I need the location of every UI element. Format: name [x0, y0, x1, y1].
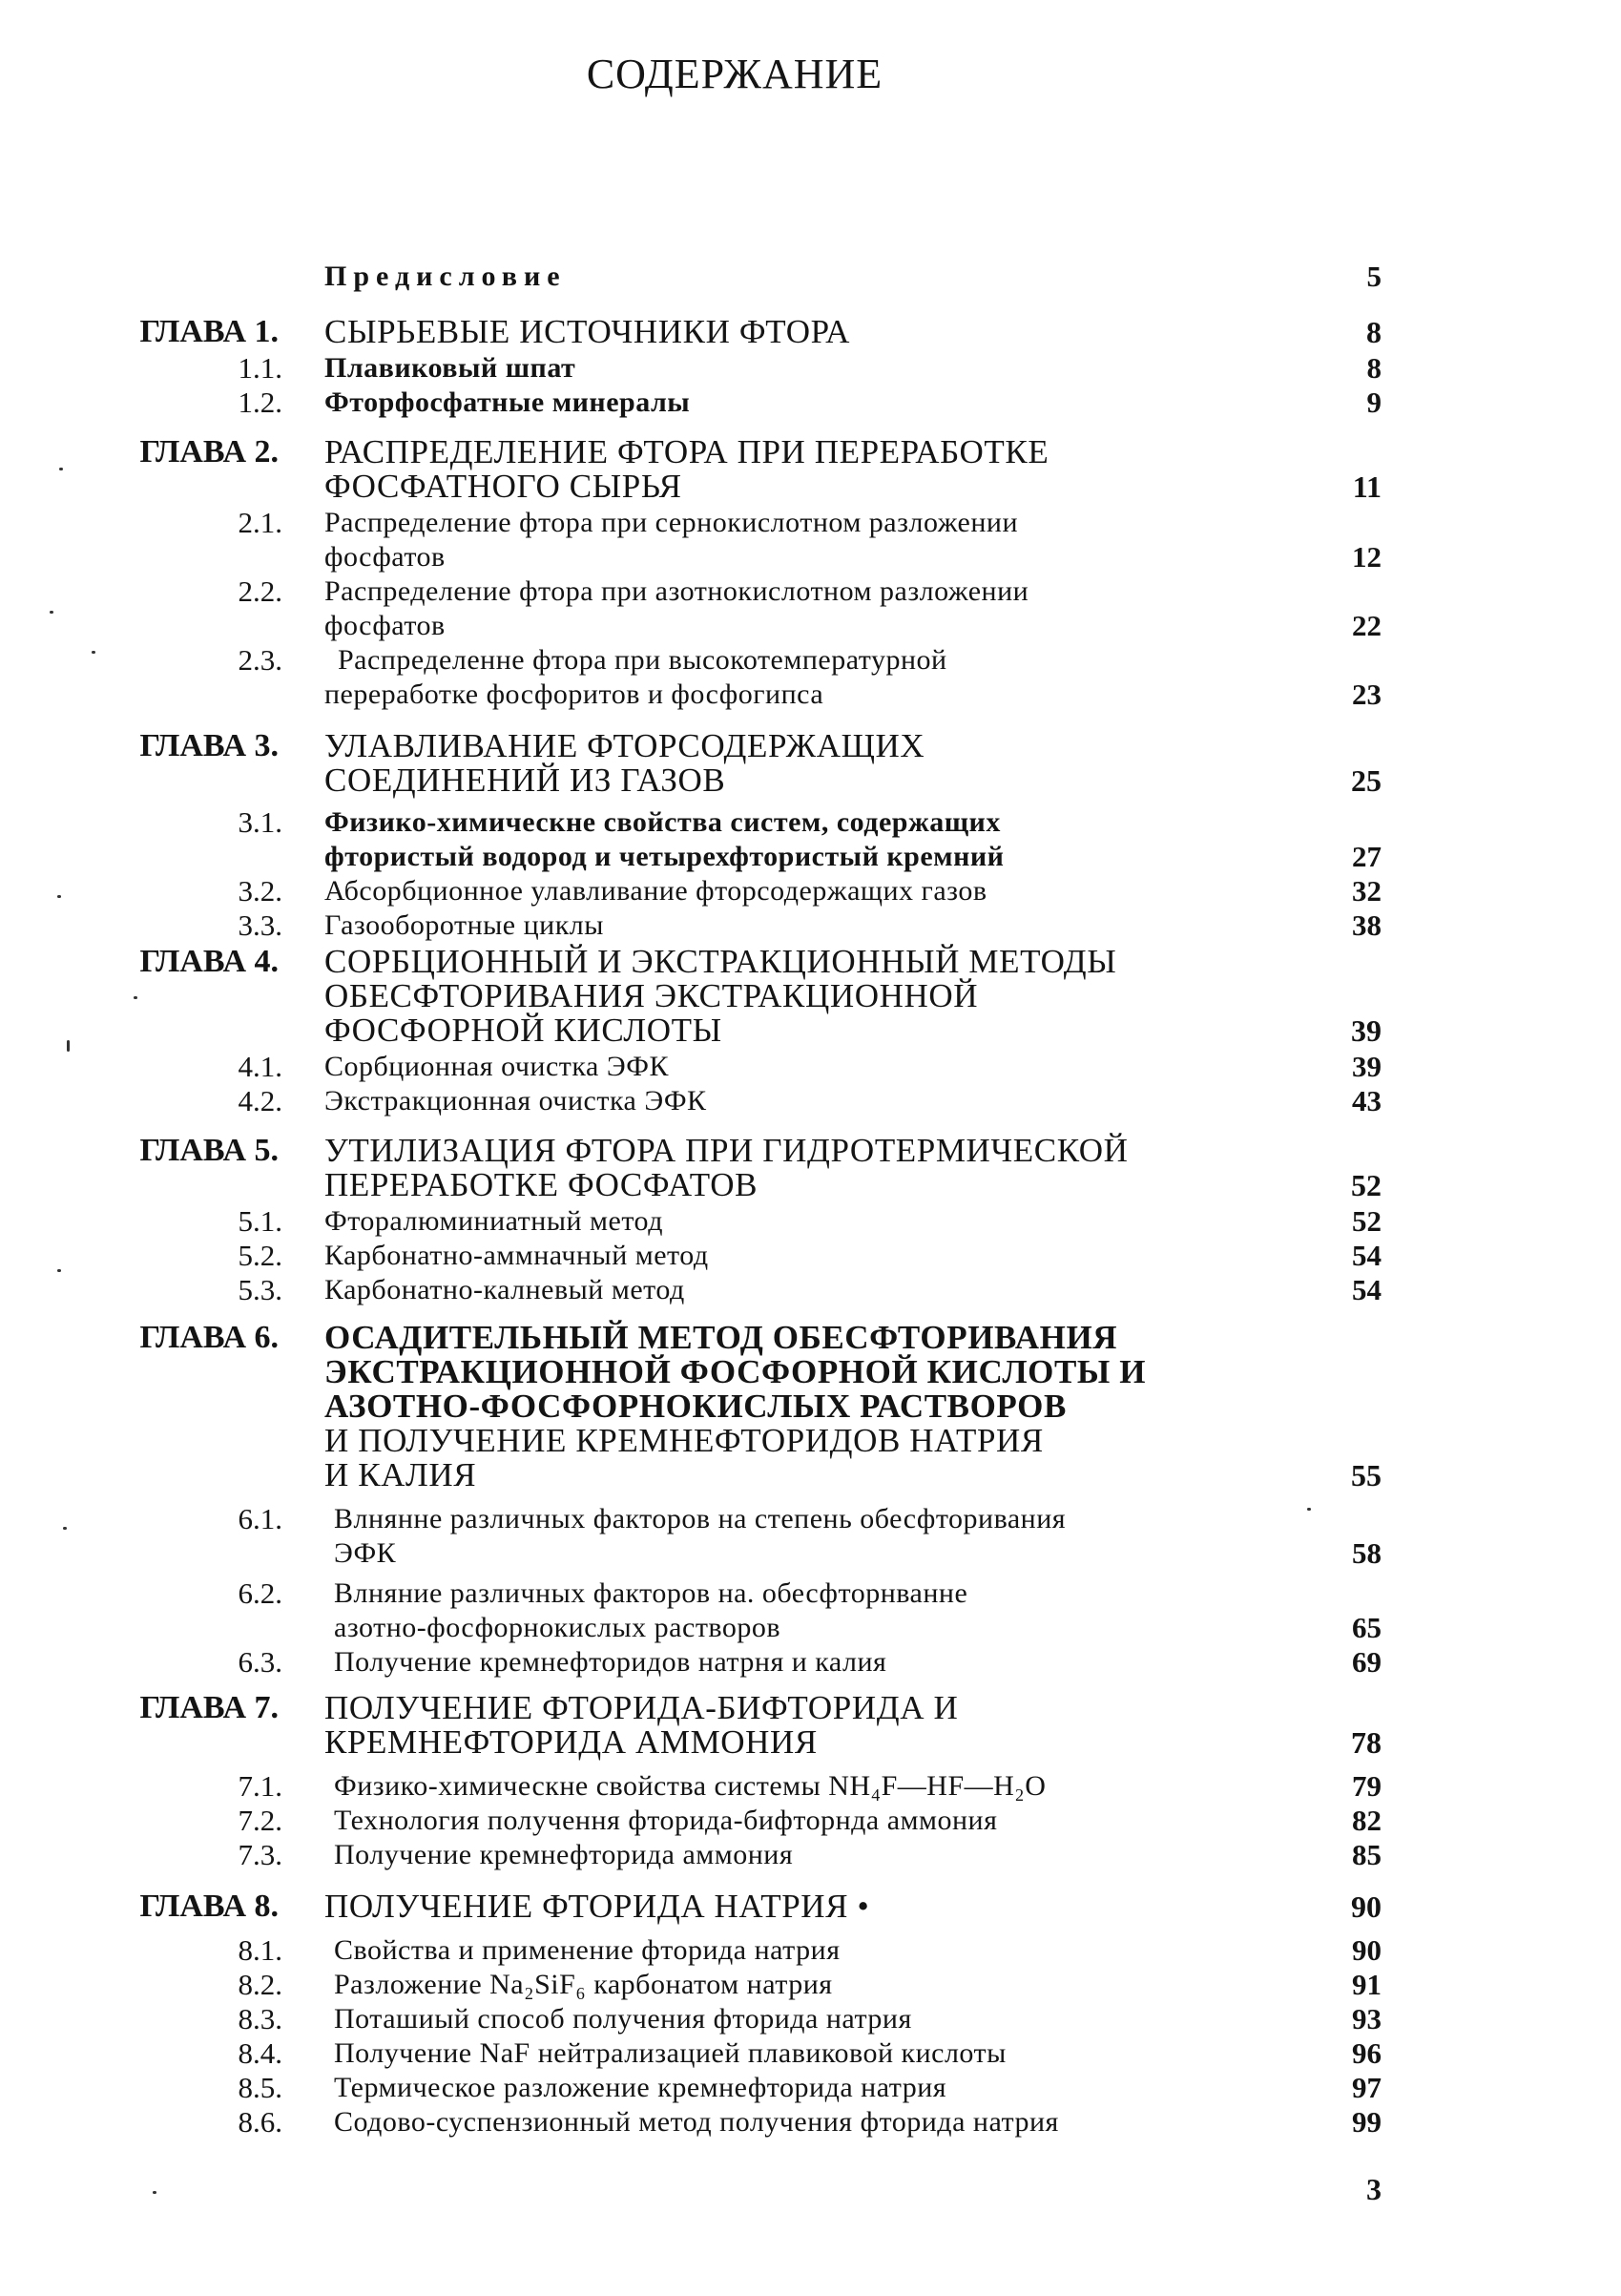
entry-page: 43 [1352, 1084, 1382, 1117]
toc-section-8-6 [0, 2103, 1621, 2141]
toc-section-1-2 [0, 384, 1621, 422]
entry-page: 90 [1351, 1889, 1382, 1924]
toc-section-1-1 [0, 349, 1621, 387]
entry-page: 11 [1352, 470, 1382, 504]
toc-section-8-4 [0, 2035, 1621, 2073]
toc-section-2-3 [0, 641, 1621, 679]
scan-speck [57, 1269, 61, 1272]
chapter-title: СОРБЦИОННЫЙ И ЭКСТРАКЦИОННЫЙ МЕТОДЫ [324, 943, 1117, 980]
section-number: 3.2. [238, 874, 282, 908]
chapter-title: ПОЛУЧЕНИЕ ФТОРИДА-БИФТОРИДА И [324, 1689, 959, 1726]
chapter-label: ГЛАВА 1. [139, 314, 279, 349]
section-title: Физико-химическне свойства систем, содержащих [324, 806, 1001, 838]
toc-section-8-3 [0, 2000, 1621, 2038]
section-number: 3.3. [238, 908, 282, 942]
entry-page: 82 [1352, 1804, 1382, 1837]
toc-chapter-2 [0, 433, 1621, 471]
chapter-title-cont: И КАЛИЯ [324, 1456, 477, 1493]
section-title-cont: фтористый водород и четырехфтористый кремний [324, 841, 1005, 872]
toc-chapter-4 [0, 943, 1621, 981]
section-number: 6.2. [238, 1576, 282, 1610]
entry-page: 52 [1351, 1168, 1382, 1202]
page-number: 3 [1366, 2172, 1382, 2206]
entry-page: 52 [1352, 1204, 1382, 1238]
toc-chapter-3-cont [0, 762, 1621, 800]
section-number: 8.2. [238, 1968, 282, 2001]
section-number: 5.1. [238, 1204, 282, 1238]
entry-page: 22 [1352, 609, 1382, 642]
section-number: 6.3. [238, 1645, 282, 1679]
toc-section-3-2 [0, 872, 1621, 910]
toc-section-7-2 [0, 1802, 1621, 1840]
scan-speck [92, 651, 95, 654]
chapter-title-cont: ФОСФОРНОЙ КИСЛОТЫ [324, 1012, 722, 1049]
section-title: Фторфосфатные минералы [324, 386, 691, 418]
section-title: Распределение фтора при азотнокислотном разложении [324, 575, 1029, 607]
toc-section-2-2-cont [0, 607, 1621, 645]
toc-chapter-6-cont [0, 1353, 1621, 1391]
toc-section-8-2 [0, 1966, 1621, 2004]
toc-section-2-1-cont [0, 538, 1621, 576]
section-title-cont: азотно-фосфорнокислых растворов [334, 1612, 781, 1643]
chapter-title-cont: ЭКСТРАКЦИОННОЙ ФОСФОРНОЙ КИСЛОТЫ И [324, 1353, 1147, 1390]
entry-page: 99 [1352, 2105, 1382, 2139]
section-number: 3.1. [238, 805, 282, 839]
section-title: Газооборотные циклы [324, 909, 604, 941]
entry-page: 32 [1352, 874, 1382, 908]
toc-section-2-2 [0, 573, 1621, 611]
toc-section-5-1 [0, 1202, 1621, 1241]
entry-page: 85 [1352, 1838, 1382, 1871]
toc-section-3-3 [0, 907, 1621, 945]
entry-page: 27 [1352, 840, 1382, 873]
toc-chapter-7-cont [0, 1723, 1621, 1762]
entry-page: 54 [1352, 1273, 1382, 1306]
toc-chapter-2-cont [0, 468, 1621, 506]
section-number: 7.3. [238, 1838, 282, 1871]
toc-chapter-6-cont4 [0, 1456, 1621, 1494]
toc-chapter-7 [0, 1689, 1621, 1727]
section-number: 6.1. [238, 1502, 282, 1535]
entry-page: 54 [1352, 1239, 1382, 1272]
entry-page: 91 [1352, 1968, 1382, 2001]
toc-section-2-3-cont [0, 676, 1621, 714]
section-number: 8.3. [238, 2002, 282, 2035]
section-title: Поташиый способ получения фторида натрия [334, 2003, 912, 2035]
scan-speck [134, 996, 137, 999]
scan-speck [57, 895, 61, 898]
scan-speck [50, 611, 53, 614]
chapter-title-cont: ПЕРЕРАБОТКЕ ФОСФАТОВ [324, 1166, 759, 1203]
scan-speck [63, 1527, 67, 1530]
toc-section-6-1 [0, 1500, 1621, 1538]
entry-page: 78 [1351, 1725, 1382, 1760]
scan-speck [59, 468, 63, 470]
entry-page: 38 [1352, 908, 1382, 942]
entry-text: Предисловие [324, 261, 567, 292]
toc-chapter-6 [0, 1319, 1621, 1357]
section-number: 8.6. [238, 2105, 282, 2139]
entry-page: 65 [1352, 1611, 1382, 1644]
toc-section-6-3 [0, 1643, 1621, 1681]
toc-chapter-6-cont3 [0, 1422, 1621, 1460]
chapter-label: ГЛАВА 3. [139, 728, 279, 763]
section-title: Свойства и применение фторида натрия [334, 1934, 841, 1966]
section-title: Сорбционная очистка ЭФК [324, 1051, 669, 1082]
section-number: 1.1. [238, 351, 282, 385]
entry-page: 25 [1351, 763, 1382, 798]
section-number: 5.3. [238, 1273, 282, 1306]
chapter-label: ГЛАВА 8. [139, 1889, 279, 1924]
chapter-title-cont: СОЕДИНЕНИЙ ИЗ ГАЗОВ [324, 762, 726, 799]
section-title-cont: фосфатов [324, 541, 446, 573]
toc-section-3-1-cont [0, 838, 1621, 876]
entry-page: 8 [1366, 351, 1382, 385]
section-title: Влнянне различных факторов на степень обесфторивания [334, 1503, 1067, 1534]
section-title: Плавиковый шпат [324, 352, 576, 384]
section-title: Получение кремнефторида аммония [334, 1839, 794, 1870]
entry-page: 23 [1352, 678, 1382, 711]
entry-page: 93 [1352, 2002, 1382, 2035]
toc-chapter-1 [0, 313, 1621, 351]
chapter-label: ГЛАВА 5. [139, 1133, 279, 1168]
toc-section-5-3 [0, 1271, 1621, 1309]
section-title: Карбонатно-калневый метод [324, 1274, 685, 1305]
toc-section-2-1 [0, 504, 1621, 542]
section-title: Карбонатно-аммначный метод [324, 1240, 709, 1271]
chapter-title-cont: ОБЕСФТОРИВАНИЯ ЭКСТРАКЦИОННОЙ [324, 977, 979, 1014]
chapter-label: ГЛАВА 4. [139, 944, 279, 979]
toc-section-4-1 [0, 1048, 1621, 1086]
section-title-cont: фосфатов [324, 610, 446, 641]
toc-section-6-1-cont [0, 1534, 1621, 1573]
chapter-title-cont: АЗОТНО-ФОСФОРНОКИСЛЫХ РАСТВОРОВ [324, 1388, 1067, 1425]
scan-speck [153, 2191, 156, 2194]
entry-page: 90 [1352, 1933, 1382, 1967]
toc-section-4-2 [0, 1082, 1621, 1120]
chapter-title: РАСПРЕДЕЛЕНИЕ ФТОРА ПРИ ПЕРЕРАБОТКЕ [324, 433, 1049, 470]
section-title: Фторалюминиатный метод [324, 1205, 663, 1237]
chapter-title: УТИЛИЗАЦИЯ ФТОРА ПРИ ГИДРОТЕРМИЧЕСКОЙ [324, 1132, 1129, 1169]
scan-speck [67, 1040, 70, 1052]
toc-section-6-2 [0, 1575, 1621, 1613]
section-number: 4.2. [238, 1084, 282, 1117]
toc-chapter-8 [0, 1888, 1621, 1926]
scan-speck [1307, 1508, 1311, 1511]
section-number: 2.3. [238, 643, 282, 677]
toc-section-7-3 [0, 1836, 1621, 1874]
toc-section-7-1 [0, 1767, 1621, 1805]
toc-chapter-4-cont [0, 977, 1621, 1015]
section-title: Абсорбционное улавливание фторсодержащих газов [324, 875, 987, 907]
section-title: Технология получення фторида-бифторнда аммония [334, 1805, 998, 1836]
section-number: 8.5. [238, 2071, 282, 2104]
section-number: 2.2. [238, 574, 282, 608]
section-number: 8.4. [238, 2036, 282, 2070]
section-number: 5.2. [238, 1239, 282, 1272]
entry-page: 8 [1366, 315, 1382, 349]
entry-page: 79 [1352, 1769, 1382, 1803]
section-title-cont: ЭФК [334, 1537, 397, 1569]
section-title: Физико-химическне свойства системы NH₄F—HF—H₂O [334, 1770, 1047, 1802]
toc-section-3-1 [0, 804, 1621, 842]
entry-page: 55 [1351, 1458, 1382, 1492]
section-number: 1.2. [238, 386, 282, 419]
toc-section-5-2 [0, 1237, 1621, 1275]
section-number: 2.1. [238, 506, 282, 539]
chapter-title: УЛАВЛИВАНИЕ ФТОРСОДЕРЖАЩИХ [324, 727, 925, 764]
toc-chapter-4-cont2 [0, 1012, 1621, 1050]
section-title: Влняние различных факторов на. обесфторнванне [334, 1577, 968, 1609]
entry-page: 5 [1366, 260, 1382, 293]
section-number: 7.2. [238, 1804, 282, 1837]
toc-chapter-5-cont [0, 1166, 1621, 1204]
section-title: Получение кремнефторидов натрня и калия [334, 1646, 887, 1678]
section-number: 8.1. [238, 1933, 282, 1967]
section-title: Экстракционная очистка ЭФК [324, 1085, 707, 1117]
chapter-label: ГЛАВА 6. [139, 1320, 279, 1355]
toc-chapter-5 [0, 1132, 1621, 1170]
section-title: Термическое разложение кремнефторида натрия [334, 2072, 947, 2103]
section-title: Распределенне фтора при высокотемпературной [338, 644, 947, 676]
section-title: Разложение Na₂SiF₆ карбонатом натрия [334, 1969, 833, 2000]
chapter-title-cont: И ПОЛУЧЕНИЕ КРЕМНЕФТОРИДОВ НАТРИЯ [324, 1422, 1044, 1459]
section-title-cont: переработке фосфоритов и фосфогипса [324, 678, 824, 710]
page-title: СОДЕРЖАНИЕ [586, 51, 883, 97]
section-title: Распределение фтора при сернокислотном разложении [324, 507, 1019, 538]
chapter-title: СЫРЬЕВЫЕ ИСТОЧНИКИ ФТОРА [324, 313, 851, 350]
section-title: Получение NaF нейтрализацией плавиковой кислоты [334, 2037, 1007, 2069]
chapter-label: ГЛАВА 7. [139, 1690, 279, 1725]
toc-section-8-5 [0, 2069, 1621, 2107]
entry-page: 39 [1352, 1050, 1382, 1083]
section-number: 7.1. [238, 1769, 282, 1803]
chapter-title: ОСАДИТЕЛЬНЫЙ МЕТОД ОБЕСФТОРИВАНИЯ [324, 1319, 1118, 1356]
entry-page: 39 [1351, 1013, 1382, 1048]
entry-page: 69 [1352, 1645, 1382, 1679]
toc-chapter-6-cont2 [0, 1388, 1621, 1426]
section-number: 4.1. [238, 1050, 282, 1083]
chapter-title-cont: КРЕМНЕФТОРИДА АММОНИЯ [324, 1723, 818, 1761]
entry-page: 12 [1352, 540, 1382, 574]
toc-chapter-3 [0, 727, 1621, 765]
chapter-label: ГЛАВА 2. [139, 434, 279, 470]
toc-section-6-2-cont [0, 1609, 1621, 1647]
chapter-title: ПОЛУЧЕНИЕ ФТОРИДА НАТРИЯ • [324, 1888, 870, 1925]
entry-page: 58 [1352, 1536, 1382, 1570]
toc-section-8-1 [0, 1931, 1621, 1970]
section-title: Содово-суспензионный метод получения фторида натрия [334, 2106, 1059, 2138]
chapter-title-cont: ФОСФАТНОГО СЫРЬЯ [324, 468, 682, 505]
entry-page: 97 [1352, 2071, 1382, 2104]
entry-page: 9 [1366, 386, 1382, 419]
entry-page: 96 [1352, 2036, 1382, 2070]
toc-entry-preface [0, 258, 1621, 296]
